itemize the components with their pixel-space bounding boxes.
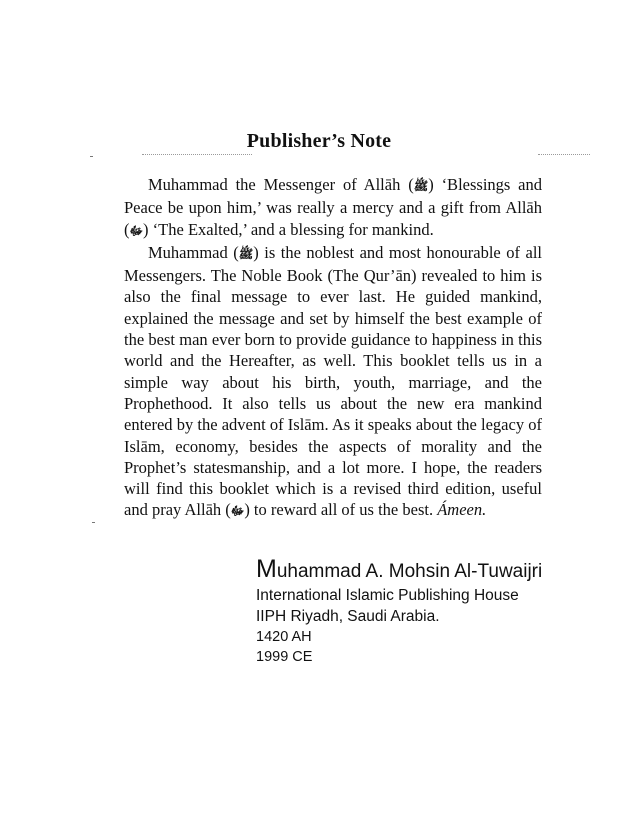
- publisher-organization: International Islamic Publishing House: [256, 587, 519, 604]
- author-name-rest: uhammad A. Mohsin Al-Tuwaijri: [276, 561, 543, 582]
- title-rule-right: [538, 154, 590, 155]
- paragraph-text: ) to reward all of us the best.: [244, 500, 438, 520]
- honorific-glyph: ﷺ: [238, 246, 254, 261]
- honorific-glyph: ﷺ: [413, 179, 429, 193]
- publisher-location: IIPH Riyadh, Saudi Arabia.: [256, 608, 440, 625]
- paragraph-text: ) ‘Blessings and Peace be upon him,’ was really a mercy and a gift from Allāh (: [124, 175, 543, 239]
- author-name: [256, 556, 596, 585]
- page-title: Publisher’s Note: [246, 130, 392, 152]
- author-name-initial: M: [256, 555, 277, 583]
- ce-year: 1999 CE: [256, 649, 313, 665]
- note-body: [124, 174, 542, 523]
- honorific-glyph: ﷻ: [129, 223, 144, 238]
- signature-block: [256, 556, 596, 667]
- paragraph-text: ) is the noblest and most honourable of all Messengers. The Noble Book (The Qur’ān) revealed to him is also the final message to ever last. He guided mankind, explained the message and set by himself the best example of the best man ever born to provide guidance to happiness in this world and the Hereafter, as well. This booklet tells us in a simple way about his birth, youth, marriage, and the Prophethood. It also tells us about the new era mankind entered by the advent of Islām. As it speaks about the legacy of Islām, economy, besides the aspects of morality and the Prophet’s statesmanship, and a lot more. I hope, the readers will find this booklet which is a revised third edition, useful and pray Allāh (: [124, 242, 543, 520]
- paragraph-text: ) ‘The Exalted,’ and a blessing for mankind.: [143, 219, 434, 239]
- hijri-year: 1420 AH: [256, 629, 312, 645]
- paragraph: [124, 174, 542, 242]
- paragraph-text: Muhammad the Messenger of Allāh (: [148, 175, 414, 194]
- honorific-glyph: ﷻ: [230, 504, 245, 519]
- scan-mark: [90, 156, 93, 157]
- scan-mark: [92, 522, 95, 523]
- paragraph: [124, 242, 542, 523]
- paragraph-text: Muhammad (: [148, 242, 239, 262]
- title-rule-left: [142, 154, 252, 155]
- closing-word: Ámeen.: [437, 500, 487, 520]
